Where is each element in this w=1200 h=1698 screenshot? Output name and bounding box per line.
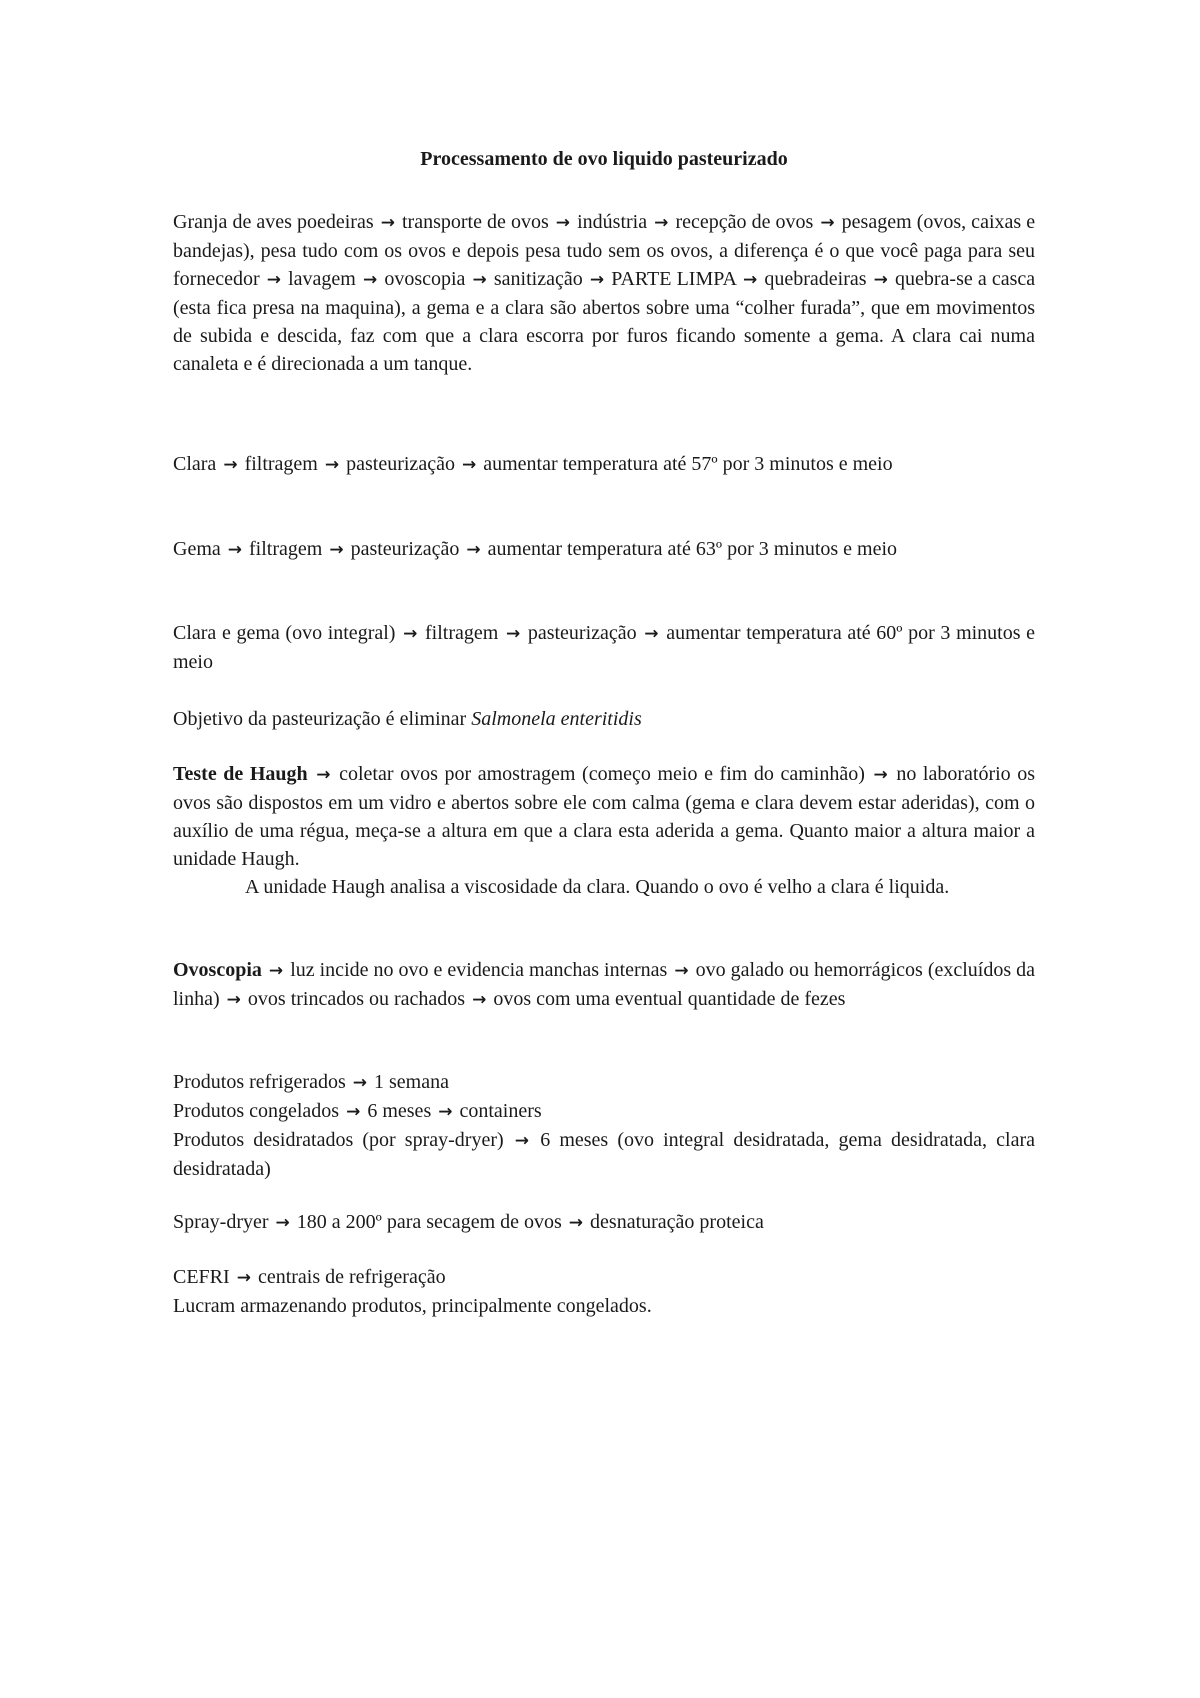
cefri-note: Lucram armazenando produtos, principalmente congelados. — [173, 1295, 652, 1317]
produtos-refrigerados: Produtos refrigerados → 1 semana — [173, 1071, 449, 1093]
gema-paragraph: Gema → filtragem → pasteurização → aumentar temperatura até 63º por 3 minutos e meio — [173, 538, 898, 560]
arrow-right-icon: → — [380, 213, 395, 233]
arrow-right-icon: → — [236, 1268, 251, 1288]
arrow-right-icon: → — [226, 990, 241, 1010]
clara-paragraph: Clara → filtragem → pasteurização → aumentar temperatura até 57º por 3 minutos e meio — [173, 453, 893, 475]
arrow-right-icon: → — [568, 1213, 584, 1233]
arrow-right-icon: → — [505, 624, 521, 644]
arrow-right-icon: → — [403, 624, 418, 644]
arrow-right-icon: → — [820, 213, 835, 233]
cefri-block — [173, 1263, 1035, 1320]
intro-paragraph: Granja de aves poedeiras → transporte de ovos → indústria → recepção de ovos → pesagem (ovos, caixas e bandejas), pesa tudo com os ovos e depois pesa tudo sem os ovos, a diferença é o que você paga para seu fornecedor → lavagem → ovoscopia → sanitização → PARTE LIMPA → quebradeiras → quebra-se a casca (esta fica presa na maquina), a gema e a clara são abertos sobre uma “colher furada”, que em movimentos de subida e descida, faz com que a clara escorra por furos ficando somente a gema. A clara cai numa canaleta e é direcionada a um tanque. — [173, 211, 1036, 375]
arrow-right-icon: → — [227, 540, 243, 560]
arrow-right-icon: → — [275, 1213, 290, 1233]
organism-name: Salmonela enteritidis — [471, 708, 642, 730]
arrow-right-icon: → — [362, 270, 378, 290]
haugh-paragraph: Teste de Haugh → coletar ovos por amostragem (começo meio e fim do caminhão) → no laboratório os ovos são dispostos em um vidro e abertos sobre ele com calma (gema e clara devem estar aderidas), com o auxílio de uma régua, meça-se a altura em que a clara esta aderida a gema. Quanto maior a altura maior a unidade Haugh. A unidade Haugh analisa a viscosidade da clara. Quando o ovo é velho a clara é liquida. — [173, 760, 1035, 901]
arrow-right-icon: → — [466, 540, 481, 560]
arrow-right-icon: → — [223, 455, 238, 475]
arrow-right-icon: → — [438, 1102, 453, 1122]
arrow-right-icon: → — [589, 270, 605, 290]
arrow-right-icon: → — [644, 624, 659, 644]
document-title: Processamento de ovo liquido pasteurizado — [420, 148, 788, 170]
arrow-right-icon: → — [266, 270, 281, 290]
haugh-note: A unidade Haugh analisa a viscosidade da clara. Quando o ovo é velho a clara é liquida. — [245, 876, 950, 898]
arrow-right-icon: → — [329, 540, 344, 560]
arrow-right-icon: → — [324, 455, 340, 475]
arrow-right-icon: → — [514, 1131, 530, 1151]
arrow-right-icon: → — [674, 961, 689, 981]
arrow-right-icon: → — [555, 213, 571, 233]
arrow-right-icon: → — [654, 213, 669, 233]
arrow-right-icon: → — [268, 961, 284, 981]
integral-paragraph: Clara e gema (ovo integral) → filtragem → pasteurização → aumentar temperatura até 60º por 3 minutos e meio — [173, 622, 1036, 673]
ovoscopia-paragraph: Ovoscopia → luz incide no ovo e evidencia manchas internas → ovo galado ou hemorrágicos (excluídos da linha) → ovos trincados ou rachados → ovos com uma eventual quantidade de fezes — [173, 959, 1036, 1010]
arrow-right-icon: → — [316, 765, 331, 785]
haugh-label: Teste de Haugh — [173, 763, 308, 785]
arrow-right-icon: → — [472, 270, 487, 290]
arrow-right-icon: → — [461, 455, 477, 475]
arrow-right-icon: → — [743, 270, 758, 290]
produtos-block — [173, 1068, 1035, 1183]
arrow-right-icon: → — [346, 1102, 361, 1122]
cefri-line: CEFRI → centrais de refrigeração — [173, 1266, 446, 1288]
spray-paragraph: Spray-dryer → 180 a 200º para secagem de ovos → desnaturação proteica — [173, 1211, 764, 1233]
arrow-right-icon: → — [352, 1073, 367, 1093]
produtos-desidratados: Produtos desidratados (por spray-dryer) → 6 meses (ovo integral desidratada, gema desidratada, clara desidratada) — [173, 1129, 1036, 1180]
arrow-right-icon: → — [873, 270, 888, 290]
objetivo-paragraph: Objetivo da pasteurização é eliminar Salmonela enteritidis — [173, 708, 642, 730]
produtos-congelados: Produtos congelados → 6 meses → containers — [173, 1100, 542, 1122]
ovoscopia-label: Ovoscopia — [173, 959, 262, 981]
arrow-right-icon: → — [472, 990, 487, 1010]
arrow-right-icon: → — [873, 765, 888, 785]
